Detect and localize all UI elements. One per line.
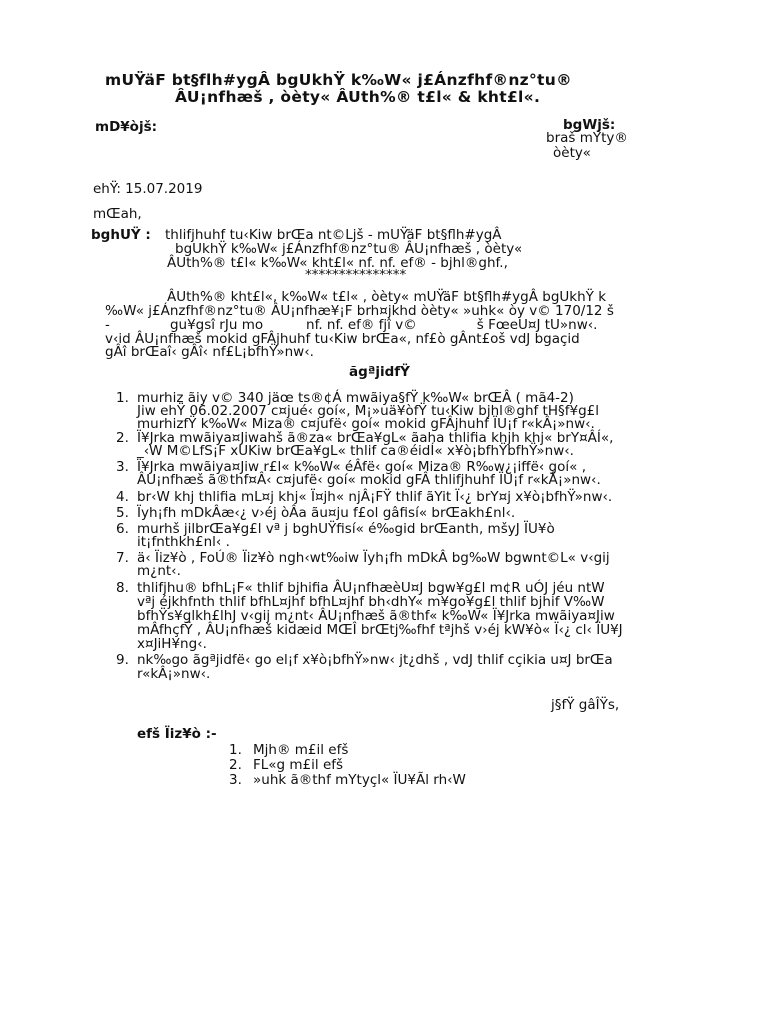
- enclosures-heading: efš Ïiz¥ò :-: [137, 726, 217, 742]
- condition-text: br‹W khj thlifia mL¤j khj« Ï¤jh« njÂ¡FŸ thlif ãYit Ï‹¿ brY¤j x¥ò¡bfhŸ»nw‹.: [137, 489, 613, 505]
- condition-text: murhš jilbrŒa¥g£l vª j bghUŸfisí« é‰gid brŒanth, mšyJ ÏU¥ò: [137, 521, 555, 537]
- subject-line-1: thlifjhuhf tu‹Kiw brŒa nt©Ljš - mUŸäF bt§flh#ygÂ: [165, 227, 502, 243]
- enclosure-item: »uhk ã®thf mYtyçl« ÏU¥Ãl rh‹W: [253, 772, 466, 788]
- intro-line-5: gÂî brŒaî‹ gÂî‹ nf£L¡bfhŸ»nw‹.: [105, 344, 314, 360]
- condition-text: m¿nt‹.: [137, 563, 181, 579]
- condition-number: 7.: [116, 550, 129, 566]
- condition-number: 2.: [116, 430, 129, 446]
- condition-number: 1.: [116, 390, 129, 406]
- intro-line-1: ÂUth%® kht£l«, k‰W« t£l« , òèty« mUŸäF bt§flh#ygÂ bgUkhŸ k: [167, 289, 607, 305]
- to-line-1: braš mYty®: [546, 130, 628, 146]
- condition-text: ÂU¡nfhæš ã®thf¤Â‹ c¤jufë‹ goí« mokid gFÂ thlifjhuhf ÏU¡f r«kÂ¡»nw‹.: [137, 472, 601, 488]
- condition-number: 8.: [116, 580, 129, 596]
- condition-text: nk‰go ãgªjidfë‹ go el¡f x¥ò¡bfhŸ»nw‹ jt¿dhš , vdJ thlif cçikia u¤J brŒa: [137, 652, 613, 668]
- closing-signoff: j§fŸ gâÎŸs,: [551, 697, 620, 713]
- enclosure-number: 1.: [229, 742, 242, 758]
- enclosure-item: Mjh® m£il efš: [253, 742, 349, 758]
- condition-text: ä‹ Ïiz¥ò , FoÚ® Ïiz¥ò ngh‹wt‰iw Ïyh¡fh mDkÂ bg‰W bgwnt©L« v‹gij: [137, 550, 610, 566]
- intro-line-3: - gu¥gsî rJu mo nf. nf. ef® fjî v© š FœeU¤J tU»nw‹.: [105, 317, 598, 333]
- conditions-heading: ãgªjidfŸ: [349, 364, 410, 380]
- condition-text: Ïyh¡fh mDkÂæ‹¿ v›éj òÂa ãu¤ju f£ol gâfisí« brŒakh£nl‹.: [137, 505, 516, 521]
- condition-number: 3.: [116, 459, 129, 475]
- condition-text: murhiz ãiy v© 340 jäœ ts®¢Á mwãiya§fŸ k‰W« brŒÂ ( mã4-2): [137, 390, 574, 406]
- intro-line-2: ‰W« j£Ánzfhf®nz°tu® ÂU¡nfhæ¥¡F brh¤jkhd òèty« »uhk« òy v© 170/12 š: [105, 303, 614, 319]
- condition-text: vªj éjkhfnth thlif bfhL¤jhf bfhL¤jhf bh‹dhY« m¥go¥g£l thlif bjhif V‰W: [137, 594, 605, 610]
- to-label: bgWjš:: [563, 117, 616, 133]
- enclosure-number: 2.: [229, 757, 242, 773]
- letter-date: ehŸ: 15.07.2019: [93, 181, 203, 197]
- condition-text: thlifjhu® bfhL¡F« thlif bjhifia ÂU¡nfhæèU¤J bgw¥g£l m¢R uÓJ jéu ntW: [137, 580, 605, 596]
- subject-separator: ***************: [305, 267, 407, 283]
- condition-text: Ï¥Jrka mwãiya¤Jiwahš ã®za« brŒa¥gL« ãaha thlifia khjh khj« brY¤ÂÍ«,: [137, 430, 614, 446]
- condition-text: mÂfhçfŸ , ÂU¡nfhæš kidæid MŒÎ brŒtj‰fhf tªjhš v›éj kW¥ò« Ï‹¿ cl‹ ÏU¥J: [137, 622, 623, 638]
- from-label: mD¥òjš:: [95, 119, 158, 135]
- condition-text: it¡fnthkh£nl‹ .: [137, 534, 230, 550]
- condition-text: x¤JiH¥ng‹.: [137, 636, 207, 652]
- condition-text: _‹W M©LfS¡F xUKiw brŒa¥gL« thlif ca®éidÍ« x¥ò¡bfhŸbfhŸ»nw‹.: [137, 443, 574, 459]
- condition-number: 4.: [116, 489, 129, 505]
- condition-text: Ï¥Jrka mwãiya¤Jiw r£l« k‰W« éÂfë‹ goí« Miza® R‰w¿¡iffë‹ goí« ,: [137, 459, 586, 475]
- subject-label: bghUŸ :: [91, 227, 151, 243]
- condition-text: murhizfŸ k‰W« Miza® c¤jufë‹ goí« mokid gFÂjhuhf ÏU¡f r«kÂ¡»nw‹.: [137, 416, 595, 432]
- condition-number: 5.: [116, 505, 129, 521]
- condition-text: Jiw ehŸ 06.02.2007 c¤jué‹ goí«, M¡»uä¥òfŸ tu‹Kiw bjhl®ghf tH§f¥g£l: [137, 403, 599, 419]
- condition-number: 9.: [116, 652, 129, 668]
- condition-number: 6.: [116, 521, 129, 537]
- condition-text: r«kÂ¡»nw‹.: [137, 666, 211, 682]
- enclosure-number: 3.: [229, 772, 242, 788]
- enclosure-item: FL«g m£il efš: [253, 757, 344, 773]
- document-title-line-1: mUŸäF bt§flh#ygÂ bgUkhŸ k‰W« j£Ánzfhf®nz°tu®: [105, 71, 572, 89]
- document-title-line-2: ÂU¡nfhæš , òèty« ÂUth%® t£l« & kht£l«.: [175, 88, 541, 106]
- condition-text: bfhŸs¥glkh£lhJ v‹gij m¿nt‹ ÂU¡nfhæš ã®thf« k‰W« Ï¥Jrka mwãiya¤Jiw: [137, 608, 615, 624]
- intro-line-4: v‹id ÂU¡nfhæš mokid gFÂjhuhf tu‹Kiw brŒa«, nf£ò gÂnt£oš vdJ bgaçid: [105, 331, 580, 347]
- subject-line-3: ÂUth%® t£l« k‰W« kht£l« nf. nf. ef® - bjhl®ghf.,: [167, 255, 508, 271]
- salutation: mŒah,: [93, 206, 142, 222]
- subject-line-2: bgUkhŸ k‰W« j£Ánzfhf®nz°tu® ÂU¡nfhæš , òèty«: [175, 241, 523, 257]
- to-line-2: òèty«: [553, 145, 591, 161]
